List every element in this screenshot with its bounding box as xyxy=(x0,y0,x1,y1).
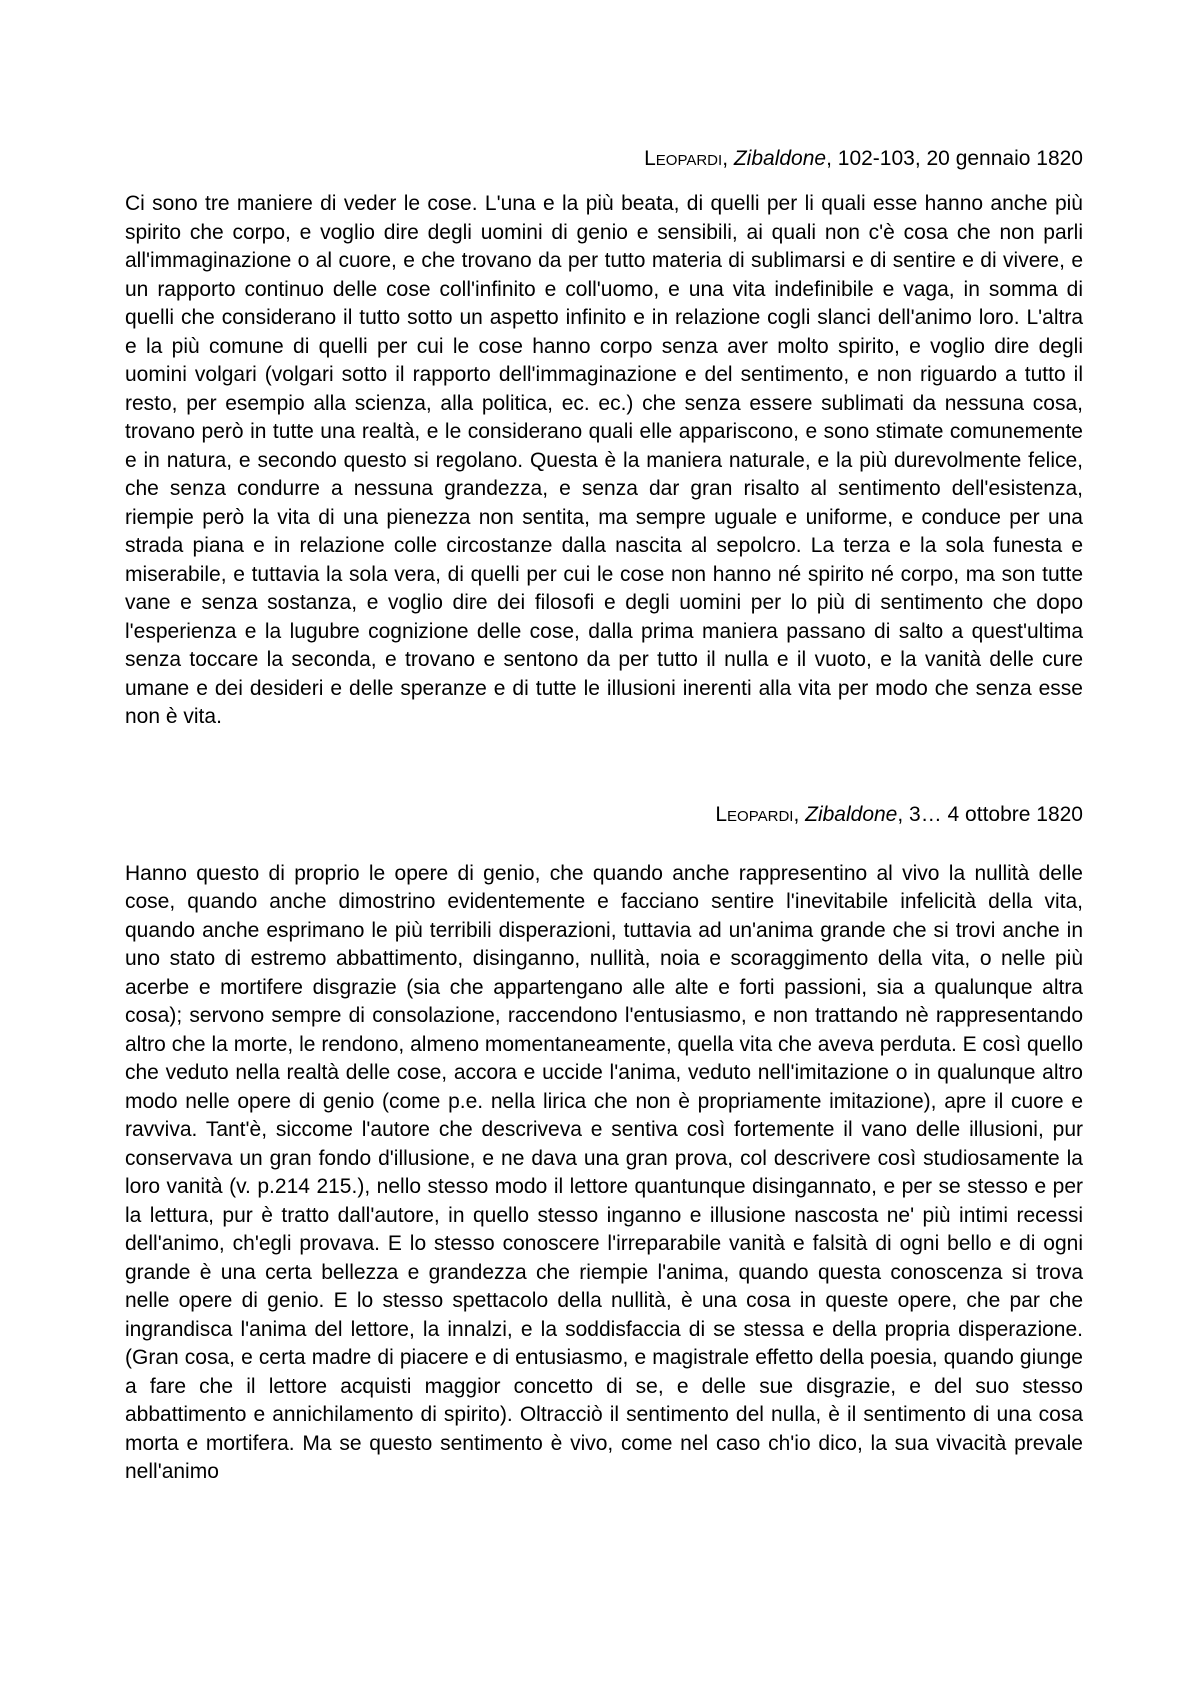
citation-details: , 102-103, 20 gennaio 1820 xyxy=(826,147,1083,170)
citation-separator: , xyxy=(722,147,734,170)
citation-work-title: Zibaldone xyxy=(805,802,898,826)
citation-separator: , xyxy=(793,802,806,826)
citation-details: , 3… 4 ottobre 1820 xyxy=(897,802,1083,826)
citation-heading-1 xyxy=(125,144,1083,173)
passage-text-1: Ci sono tre maniere di veder le cose. L'una e la più beata, di quelli per li quali esse hanno anche più spirito che corpo, e voglio dire degli uomini di genio e sensibili, ai quali non c'è cosa che non parli all'immaginazione o al cuore, e che trovano da per tutto materia di sublimarsi e di sentire e di vivere, e un rapporto continuo delle cose coll'infinito e coll'uomo, e una vita indefinibile e vaga, in somma di quelli che considerano il tutto sotto un aspetto infinito e in relazione cogli slanci dell'animo loro. L'altra e la più comune di quelli per cui le cose hanno corpo senza aver molto spirito, e voglio dire degli uomini volgari (volgari sotto il rapporto dell'immaginazione e del sentimento, e non riguardo a tutto il resto, per esempio alla scienza, alla politica, ec. ec.) che senza essere sublimati da nessuna cosa, trovano però in tutte una realtà, e le considerano quali elle appariscono, e sono stimate comunemente e in natura, e secondo questo si regolano. Questa è la maniera naturale, e la più durevolmente felice, che senza condurre a nessuna grandezza, e senza dar gran risalto al sentimento dell'esistenza, riempie però la vita di una pienezza non sentita, ma sempre uguale e uniforme, e conduce per una strada piana e in relazione colle circostanze dalla nascita al sepolcro. La terza e la sola funesta e miserabile, e tuttavia la sola vera, di quelli per cui le cose non hanno né spirito né corpo, ma son tutte vane e senza sostanza, e voglio dire dei filosofi e degli uomini per lo più di sentimento che dopo l'esperienza e la lugubre cognizione delle cose, dalla prima maniera passano di salto a quest'ultima senza toccare la seconda, e trovano e sentono da per tutto il nulla e il vuoto, e la vanità delle cure umane e dei desideri e delle speranze e di tutte le illusioni inerenti alla vita per modo che senza esse non è vita. xyxy=(125,192,1083,728)
citation-author: Leopardi xyxy=(644,147,723,170)
citation-author: Leopardi xyxy=(715,802,794,826)
citation-heading-2 xyxy=(125,800,1083,829)
document-page xyxy=(125,0,1083,1487)
citation-work-title: Zibaldone xyxy=(733,147,827,170)
passage-text-2: Hanno questo di proprio le opere di genio, che quando anche rappresentino al vivo la nullità delle cose, quando anche dimostrino evidentemente e facciano sentire l'inevitabile infelicità della vita, quando anche esprimano le più terribili disperazioni, tuttavia ad un'anima grande che si trovi anche in uno stato di estremo abbattimento, disinganno, nullità, noia e scoraggimento della vita, o nelle più acerbe e mortifere disgrazie (sia che appartengano alle alte e forti passioni, sia a qualunque altra cosa); servono sempre di consolazione, raccendono l'entusiasmo, e non trattando nè rappresentando altro che la morte, le rendono, almeno momentaneamente, quella vita che aveva perduta. E così quello che veduto nella realtà delle cose, accora e uccide l'anima, veduto nell'imitazione o in qualunque altro modo nelle opere di genio (come p.e. nella lirica che non è propriamente imitazione), apre il cuore e ravviva. Tant'è, siccome l'autore che descriveva e sentiva così fortemente il vano delle illusioni, pur conservava un gran fondo d'illusione, e ne dava una gran prova, col descrivere così studiosamente la loro vanità (v. p.214 215.), nello stesso modo il lettore quantunque disingannato, e per se stesso e per la lettura, pur è tratto dall'autore, in quello stesso inganno e illusione nascosta ne' più intimi recessi dell'animo, ch'egli provava. E lo stesso conoscere l'irreparabile vanità e falsità di ogni bello e di ogni grande è una certa bellezza e grandezza che riempie l'anima, quando questa conoscenza si trova nelle opere di genio. E lo stesso spettacolo della nullità, è una cosa in queste opere, che par che ingrandisca l'anima del lettore, la innalzi, e la soddisfaccia di se stessa e della propria disperazione. (Gran cosa, e certa madre di piacere e di entusiasmo, e magistrale effetto della poesia, quando giunge a fare che il lettore acquisti maggior concetto di se, e delle sue disgrazie, e del suo stesso abbattimento e annichilamento di spirito). Oltracciò il sentimento del nulla, è il sentimento di una cosa morta e mortifera. Ma se questo sentimento è vivo, come nel caso ch'io dico, la sua vivacità prevale nell'animo xyxy=(125,861,1083,1483)
